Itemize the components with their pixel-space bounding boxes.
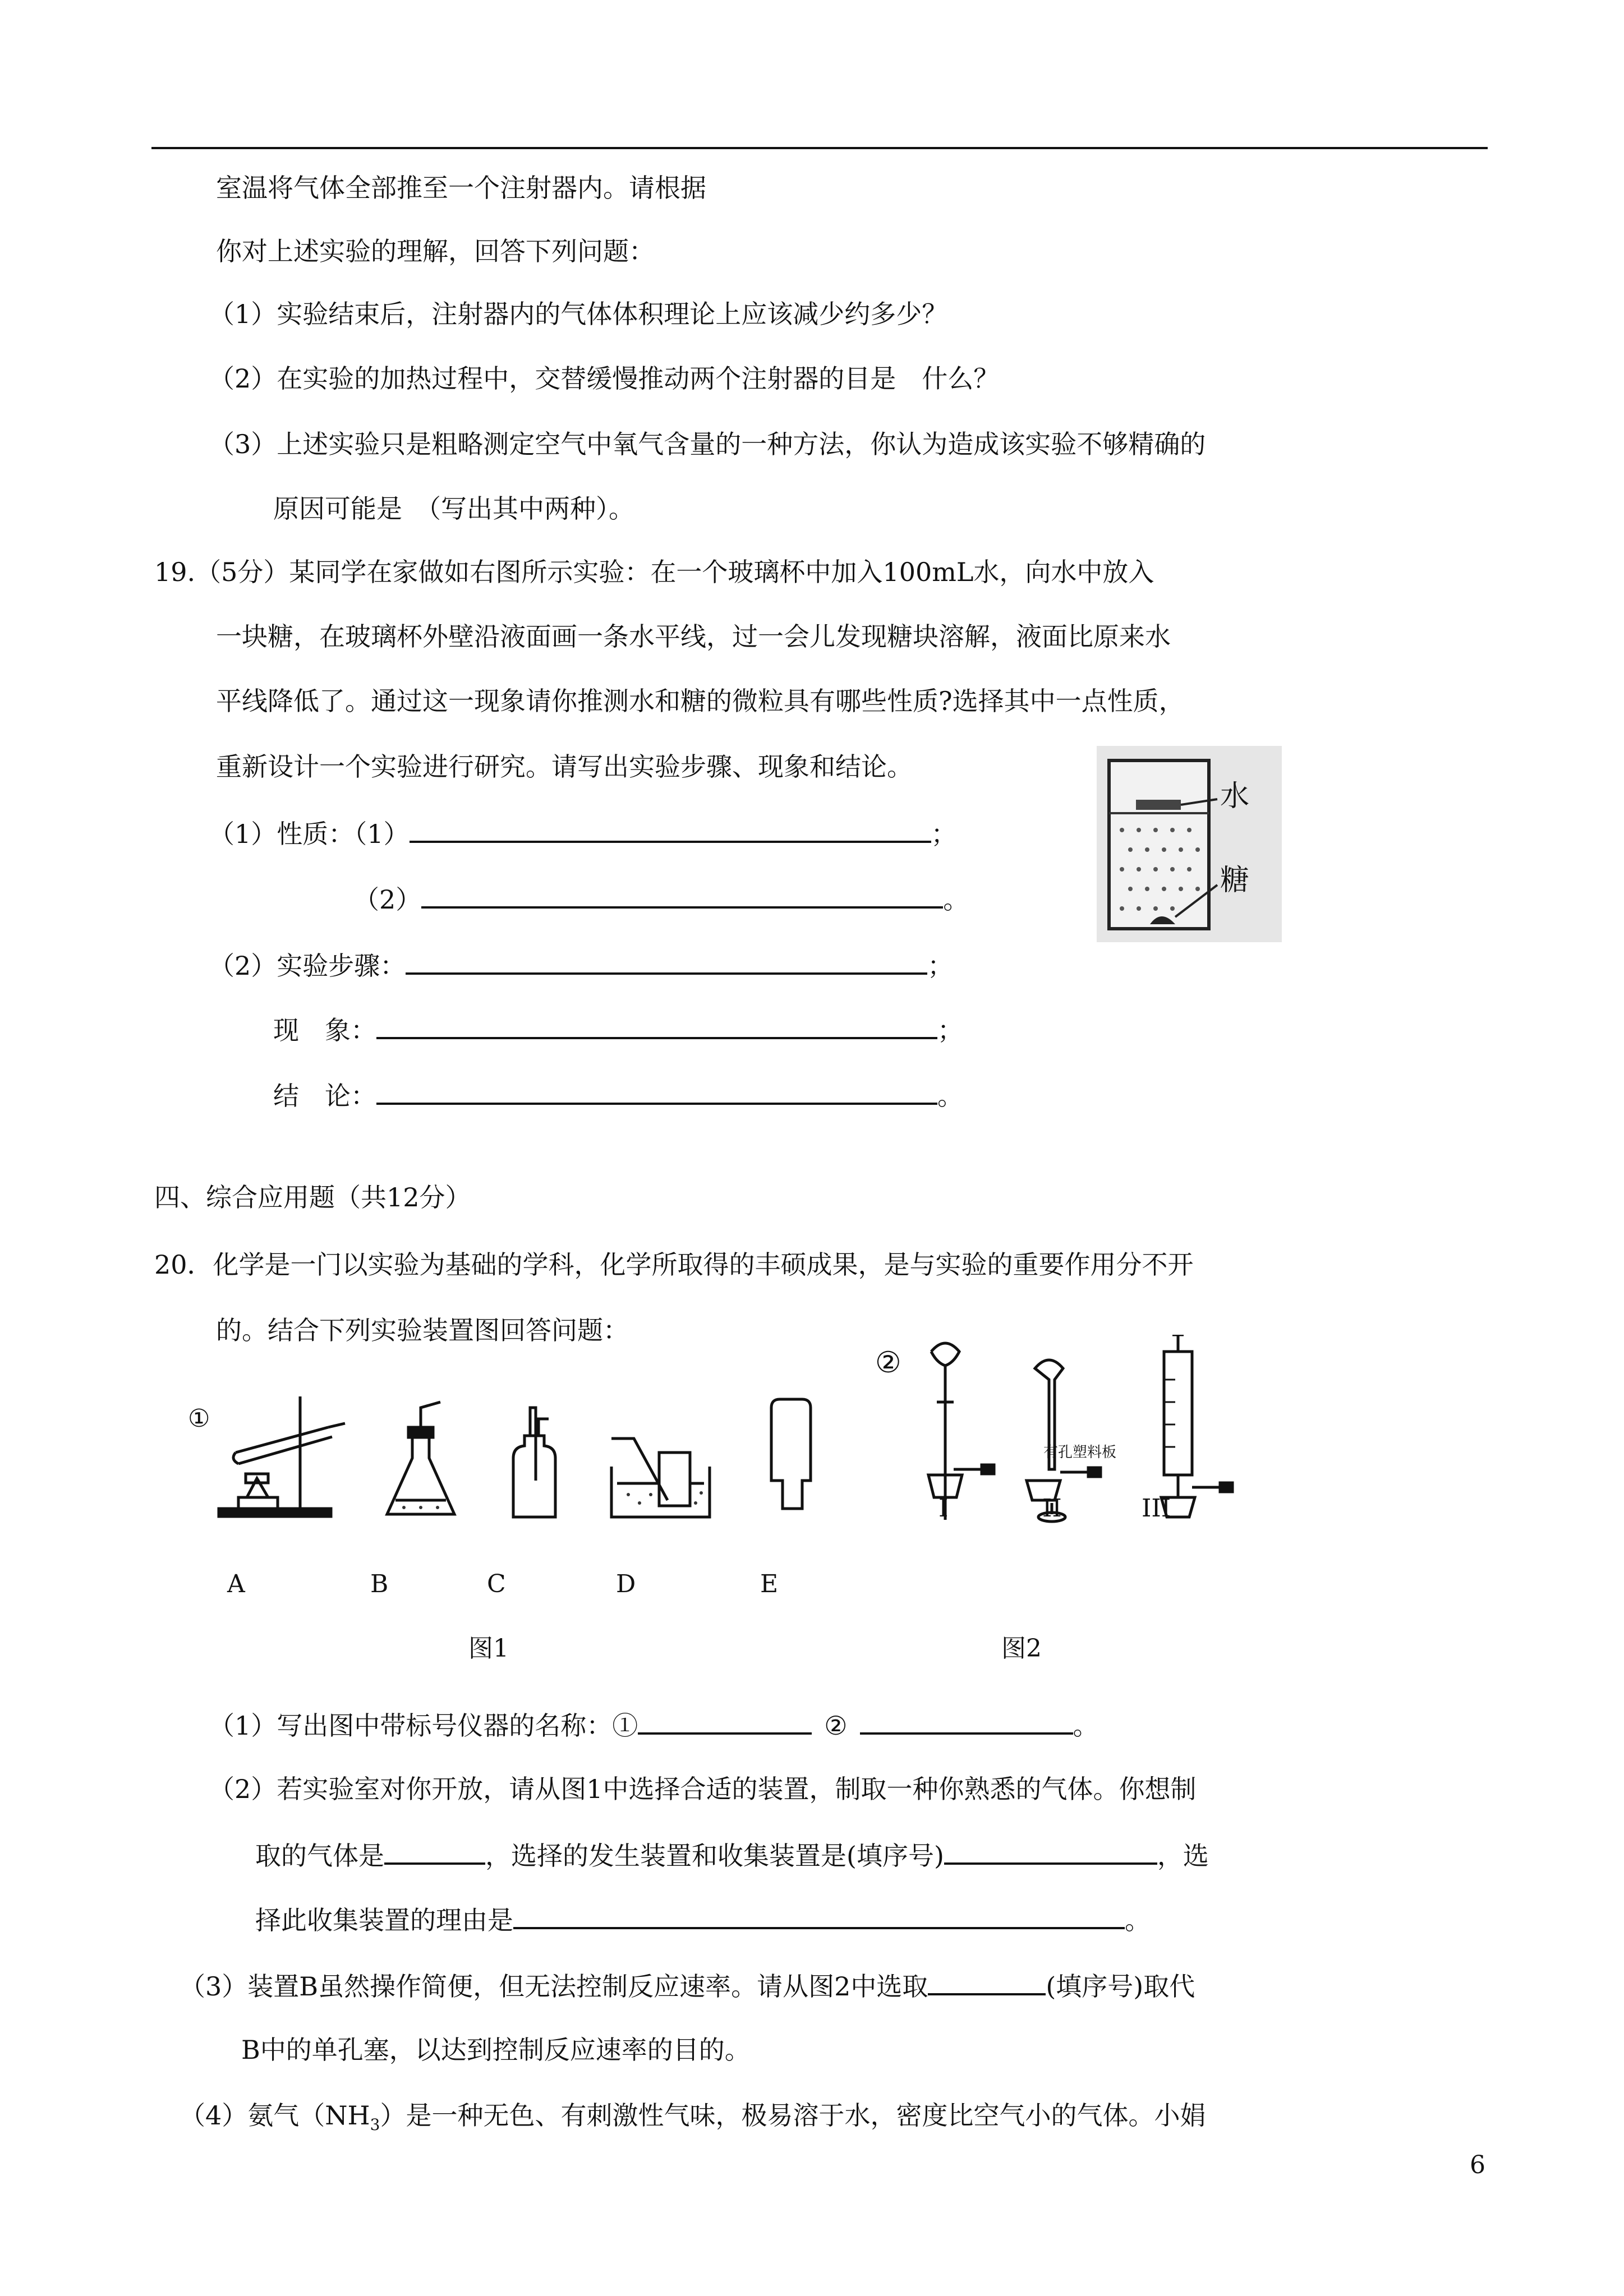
- property-1-row: [209, 816, 957, 851]
- answer-blank[interactable]: [406, 948, 927, 975]
- stopper-label-i: I: [938, 1494, 949, 1523]
- conclusion-label: 结 论：: [273, 1081, 376, 1111]
- beaker-drawing: [1097, 746, 1282, 942]
- steps-row: [209, 948, 953, 983]
- question-19-text: 19.（5分）某同学在家做如右图所示实验：在一个玻璃杯中加入100mL水，向水中放入: [154, 557, 1154, 587]
- plate-label: 有孔塑料板: [1043, 1444, 1117, 1461]
- answer-blank[interactable]: [376, 1012, 937, 1039]
- apparatus-a-to-e-drawing: [185, 1368, 931, 1525]
- q20-part-1-text: （1）写出图中带标号仪器的名称：①: [209, 1711, 638, 1741]
- figure-1-caption: 图1: [468, 1634, 509, 1663]
- question-20-text: 20．化学是一门以实验为基础的学科，化学所取得的丰硕成果，是与实验的重要作用分不开: [154, 1250, 1194, 1280]
- q20-part-2-text: 择此收集装置的理由是: [255, 1905, 513, 1935]
- answer-blank[interactable]: [944, 1838, 1157, 1865]
- page-number: 6: [1470, 2151, 1485, 2179]
- answer-blank[interactable]: [384, 1838, 485, 1865]
- q20-part-2-text: 取的气体是: [255, 1841, 384, 1871]
- apparatus-label-d: D: [616, 1570, 636, 1598]
- question-19-text: 重新设计一个实验进行研究。请写出实验步骤、现象和结论。: [216, 751, 913, 782]
- q20-part-2: （2）若实验室对你开放，请从图1中选择合适的装置，制取一种你熟悉的气体。你想制: [209, 1774, 1197, 1804]
- marker-2: ②: [875, 1346, 901, 1380]
- marker-1: ①: [188, 1404, 210, 1433]
- answer-blank[interactable]: [513, 1902, 1125, 1929]
- q20-part-3-cont: B中的单孔塞，以达到控制反应速率的目的。: [241, 2035, 751, 2065]
- answer-blank[interactable]: [928, 1968, 1046, 1995]
- figure-2-apparatus: [869, 1335, 1296, 1537]
- conclusion-row: [273, 1078, 963, 1113]
- question-18-part-2: （2）在实验的加热过程中，交替缓慢推动两个注射器的目是 什么？: [209, 363, 1000, 394]
- q20-part-4-text: （4）氨气（NH: [180, 2100, 370, 2131]
- q20-part-4: [180, 2099, 1206, 2142]
- apparatus-label-a: A: [227, 1570, 245, 1598]
- section-4-heading: 四、综合应用题（共12分）: [154, 1182, 471, 1212]
- punctuation: ；: [927, 951, 954, 981]
- q20-part-4-text: ）是一种无色、有刺激性气味，极易溶于水，密度比空气小的气体。小娟: [380, 2100, 1206, 2131]
- text-line: 室温将气体全部推至一个注射器内。请根据: [216, 173, 706, 203]
- q20-part-2-reason: [255, 1902, 1151, 1937]
- question-18-part-3: （3）上述实验只是粗略测定空气中氧气含量的一种方法，你认为造成该实验不够精确的: [209, 429, 1206, 459]
- question-18-part-1: （1）实验结束后，注射器内的气体体积理论上应该减少约多少？: [209, 299, 948, 329]
- question-19-text: 一块糖，在玻璃杯外壁沿液面画一条水平线，过一会儿发现糖块溶解，液面比原来水: [216, 621, 1171, 652]
- stopper-label-ii: II: [1042, 1494, 1062, 1523]
- water-label: 水: [1220, 780, 1250, 813]
- answer-blank[interactable]: [410, 816, 931, 843]
- q20-part-2-cont: [255, 1838, 1209, 1873]
- apparatus-label-e: E: [760, 1570, 779, 1598]
- q20-part-1: [209, 1708, 1099, 1742]
- property-2-row: [353, 882, 969, 916]
- question-19-text: 平线降低了。通过这一现象请你推测水和糖的微粒具有哪些性质?选择其中一点性质，: [216, 686, 1185, 716]
- sugar-label: 糖: [1220, 864, 1250, 897]
- text-line: 原因可能是 （写出其中两种）。: [273, 494, 634, 524]
- steps-label: （2）实验步骤：: [209, 951, 406, 981]
- phenomenon-row: [273, 1012, 963, 1047]
- marker-2-text: ②: [824, 1711, 848, 1741]
- apparatus-label-c: C: [487, 1570, 506, 1598]
- answer-blank[interactable]: [860, 1708, 1073, 1735]
- punctuation: 。: [1125, 1905, 1151, 1935]
- sugar-beaker-figure: [1097, 746, 1282, 942]
- punctuation: 。: [937, 1081, 963, 1111]
- q20-part-3: [180, 1968, 1195, 2003]
- property-2-label: （2）: [353, 884, 422, 915]
- subscript: 3: [370, 2115, 380, 2134]
- q20-part-3-text: （3）装置B虽然操作简便，但无法控制反应速率。请从图2中选取: [180, 1971, 928, 2002]
- property-1-label: （1）性质：（1）: [209, 819, 410, 849]
- q20-part-2-text: ，选择的发生装置和收集装置是(填序号): [485, 1841, 944, 1871]
- phenomenon-label: 现 象：: [273, 1015, 376, 1045]
- figure-2-caption: 图2: [1001, 1634, 1042, 1663]
- punctuation: ；: [937, 1015, 963, 1045]
- q20-part-2-text: ，选: [1157, 1841, 1209, 1871]
- answer-blank[interactable]: [376, 1078, 937, 1105]
- punctuation: 。: [943, 884, 969, 915]
- apparatus-label-b: B: [370, 1570, 389, 1598]
- header-rule: [151, 147, 1488, 149]
- answer-blank[interactable]: [638, 1708, 812, 1735]
- q20-part-3-text: (填序号)取代: [1046, 1971, 1195, 2002]
- punctuation: 。: [1073, 1711, 1099, 1741]
- text-line: 你对上述实验的理解，回答下列问题：: [216, 236, 655, 266]
- punctuation: ；: [931, 819, 957, 849]
- stopper-label-iii: III: [1142, 1494, 1171, 1523]
- answer-blank[interactable]: [421, 882, 943, 909]
- figure-1-apparatus: [185, 1368, 931, 1525]
- question-20-text: 的。结合下列实验装置图回答问题：: [216, 1315, 629, 1345]
